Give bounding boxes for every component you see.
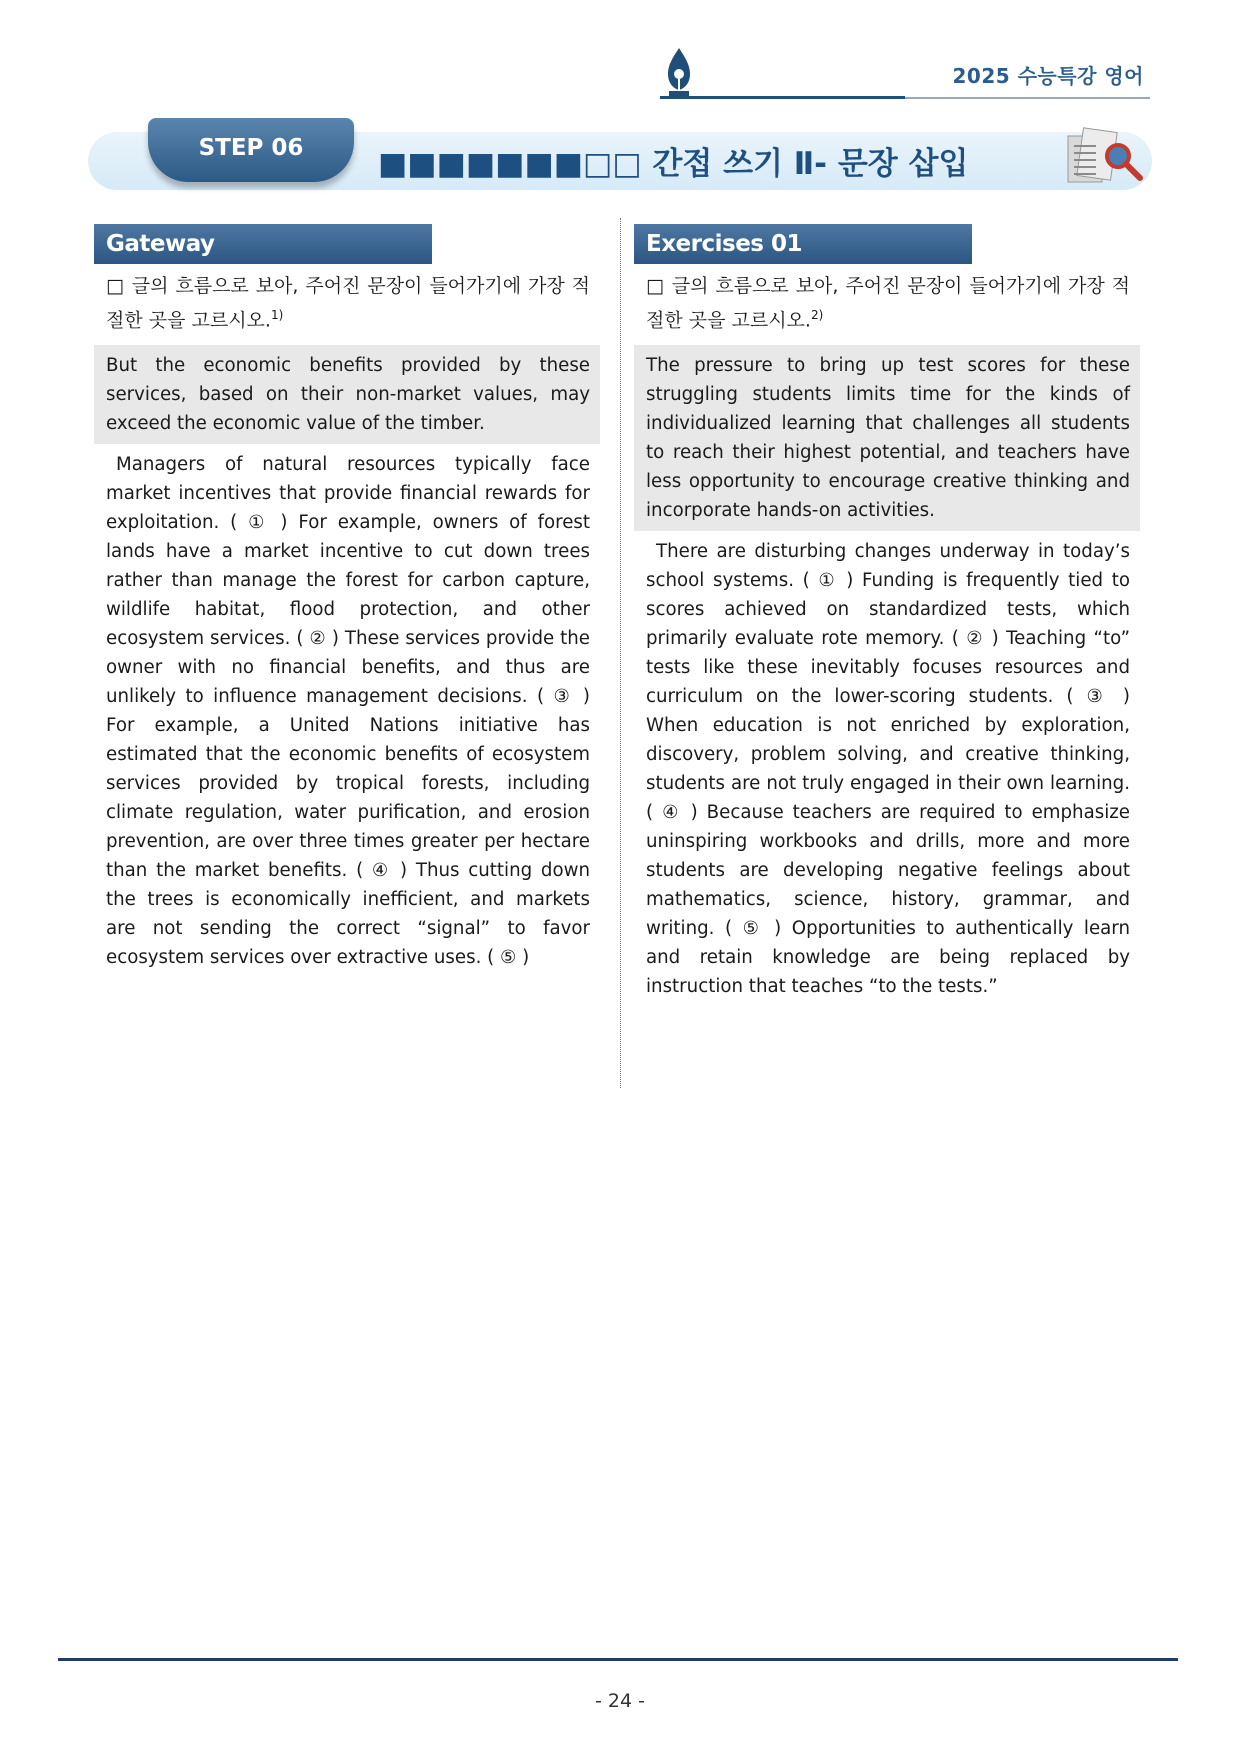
newspaper-magnifier-icon	[1060, 122, 1148, 190]
step-tab: STEP 06	[148, 118, 354, 182]
page-number: - 24 -	[595, 1690, 645, 1712]
header-title: 2025 수능특강 영어	[952, 64, 1144, 88]
given-sentence-box: The pressure to bring up test scores for these struggling students limits time for the kinds of individualized learning that challenges all students to reach their highest potential, and teachers have less opportunity to encourage creative thinking and incorporate hands-on activities.	[634, 345, 1140, 531]
given-sentence-box: But the economic benefits provided by these services, based on their non-market values, may exceed the economic value of the timber.	[94, 345, 600, 444]
gateway-column	[94, 224, 600, 972]
exercise-instruction	[646, 272, 1130, 335]
column-divider	[620, 218, 621, 1088]
gateway-instruction	[106, 272, 590, 335]
exercise-passage: There are disturbing changes underway in today’s school systems. ( ① ) Funding is frequently tied to scores achieved on standardized tests, which primarily evaluate rote memory. ( ② ) Teaching “to” tests like these inevitably focuses resources and curriculum on the lower-scoring students. ( ③ ) When education is not enriched by exploration, discovery, problem solving, and creative thinking, students are not truly engaged in their own learning. ( ④ ) Because teachers are required to emphasize uninspiring workbooks and drills, more and more students are developing negative feelings about mathematics, science, history, grammar, and writing. ( ⑤ ) Opportunities to authentically learn and retain knowledge are being replaced by instruction that teaches “to the tests.”	[646, 541, 1130, 998]
banner-title: ■■■■■■■□□ 간접 쓰기 Ⅱ- 문장 삽입	[378, 146, 969, 182]
fountain-pen-nib-icon	[664, 46, 694, 98]
header-rule-dark	[660, 96, 905, 99]
instruction-text: □ 글의 흐름으로 보아, 주어진 문장이 들어가기에 가장 적절한 곳을 고르시오.	[646, 275, 1130, 332]
footnote-marker: 2)	[810, 308, 824, 322]
exercise-column	[634, 224, 1140, 1001]
gateway-heading: Gateway	[94, 224, 432, 264]
instruction-text: □ 글의 흐름으로 보아, 주어진 문장이 들어가기에 가장 적절한 곳을 고르시오.	[106, 275, 590, 332]
footnote-marker: 1)	[270, 308, 284, 322]
gateway-passage: Managers of natural resources typically face market incentives that provide financial rewards for exploitation. ( ① ) For example, owners of forest lands have a market incentive to cut down trees rather than manage the forest for carbon capture, wildlife habitat, flood protection, and other ecosystem services. ( ② ) These services provide the owner with no financial benefits, and thus are unlikely to influence management decisions. ( ③ ) For example, a United Nations initiative has estimated that the economic benefits of ecosystem services provided by tropical forests, including climate regulation, water purification, and erosion prevention, are over three times greater per hectare than the market benefits. ( ④ ) Thus cutting down the trees is economically inefficient, and markets are not sending the correct “signal” to favor ecosystem services over extractive uses. ( ⑤ )	[106, 454, 590, 969]
header-rule-light	[905, 97, 1150, 99]
footer-rule	[58, 1658, 1178, 1661]
exercise-heading: Exercises 01	[634, 224, 972, 264]
